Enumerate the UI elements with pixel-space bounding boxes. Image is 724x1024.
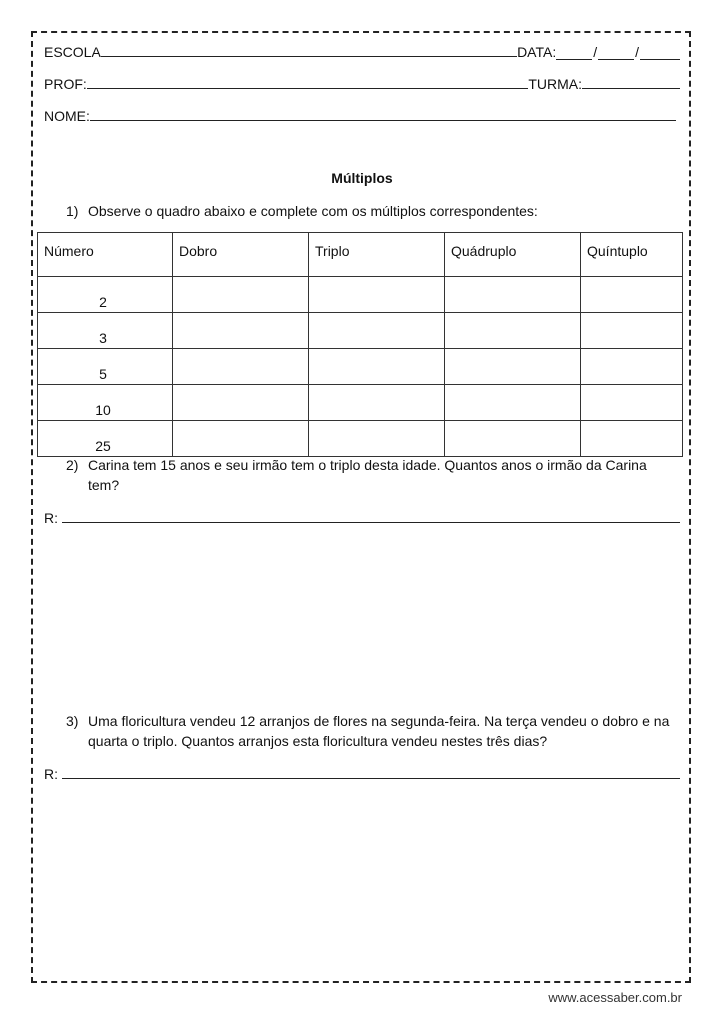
answer-cell[interactable] (309, 421, 445, 457)
class-line (582, 74, 680, 89)
answer-cell[interactable] (445, 385, 581, 421)
date-label: DATA: (517, 44, 557, 60)
date-separator: / (635, 44, 639, 60)
answer-2-line[interactable] (62, 508, 680, 523)
footer-website: www.acessaber.com.br (548, 990, 682, 1005)
table-row (38, 421, 683, 457)
number-cell: 3 (38, 313, 173, 349)
header-cell-dobro: Dobro (173, 233, 309, 277)
answer-cell[interactable] (445, 349, 581, 385)
table-row (38, 313, 683, 349)
answer-cell[interactable] (173, 349, 309, 385)
answer-cell[interactable] (309, 277, 445, 313)
answer-cell[interactable] (581, 421, 683, 457)
table-row (38, 349, 683, 385)
question-2-text: Carina tem 15 anos e seu irmão tem o triplo desta idade. Quantos anos o irmão da Carina tem? (88, 457, 647, 493)
date-month-line (598, 45, 634, 60)
question-2 (66, 455, 678, 495)
answer-cell[interactable] (173, 385, 309, 421)
question-3-text: Uma floricultura vendeu 12 arranjos de flores na segunda-feira. Na terça vendeu o dobro e na quarta o triplo. Quantos arranjos esta floricultura vendeu nestes três dias? (88, 713, 670, 749)
table-row (38, 277, 683, 313)
number-cell: 10 (38, 385, 173, 421)
number-cell: 5 (38, 349, 173, 385)
answer-cell[interactable] (581, 385, 683, 421)
question-3-number: 3) (66, 713, 79, 729)
answer-cell[interactable] (581, 313, 683, 349)
name-row (44, 104, 676, 124)
answer-cell[interactable] (173, 277, 309, 313)
header-cell-triplo: Triplo (309, 233, 445, 277)
answer-cell[interactable] (173, 421, 309, 457)
answer-cell[interactable] (581, 349, 683, 385)
question-1-number: 1) (66, 203, 79, 219)
answer-3-row (44, 764, 680, 782)
name-line (90, 106, 676, 121)
class-label: TURMA: (528, 76, 582, 92)
answer-3-line[interactable] (62, 764, 680, 779)
answer-2-label: R: (44, 510, 58, 526)
number-cell: 2 (38, 277, 173, 313)
answer-cell[interactable] (309, 385, 445, 421)
worksheet-title: Múltiplos (331, 170, 393, 186)
date-year-line (640, 45, 680, 60)
answer-cell[interactable] (445, 421, 581, 457)
answer-cell[interactable] (445, 313, 581, 349)
answer-cell[interactable] (581, 277, 683, 313)
table-header-row (38, 233, 683, 277)
header-cell-quintuplo: Quíntuplo (581, 233, 683, 277)
question-2-number: 2) (66, 457, 79, 473)
answer-cell[interactable] (445, 277, 581, 313)
number-cell: 25 (38, 421, 173, 457)
school-label: ESCOLA (44, 44, 101, 60)
question-3 (66, 711, 678, 751)
answer-2-row (44, 508, 680, 526)
teacher-class-row (44, 72, 680, 92)
answer-cell[interactable] (309, 313, 445, 349)
question-1 (66, 201, 678, 221)
name-label: NOME: (44, 108, 90, 124)
answer-3-label: R: (44, 766, 58, 782)
school-date-row (44, 40, 680, 60)
teacher-line (87, 74, 529, 89)
teacher-label: PROF: (44, 76, 87, 92)
table-row (38, 385, 683, 421)
header-cell-quadruplo: Quádruplo (445, 233, 581, 277)
multiples-table (37, 232, 683, 457)
header-cell-numero: Número (38, 233, 173, 277)
date-day-line (556, 45, 592, 60)
answer-cell[interactable] (309, 349, 445, 385)
date-separator: / (593, 44, 598, 60)
school-line (101, 42, 517, 57)
question-1-text: Observe o quadro abaixo e complete com os múltiplos correspondentes: (88, 203, 538, 219)
answer-cell[interactable] (173, 313, 309, 349)
